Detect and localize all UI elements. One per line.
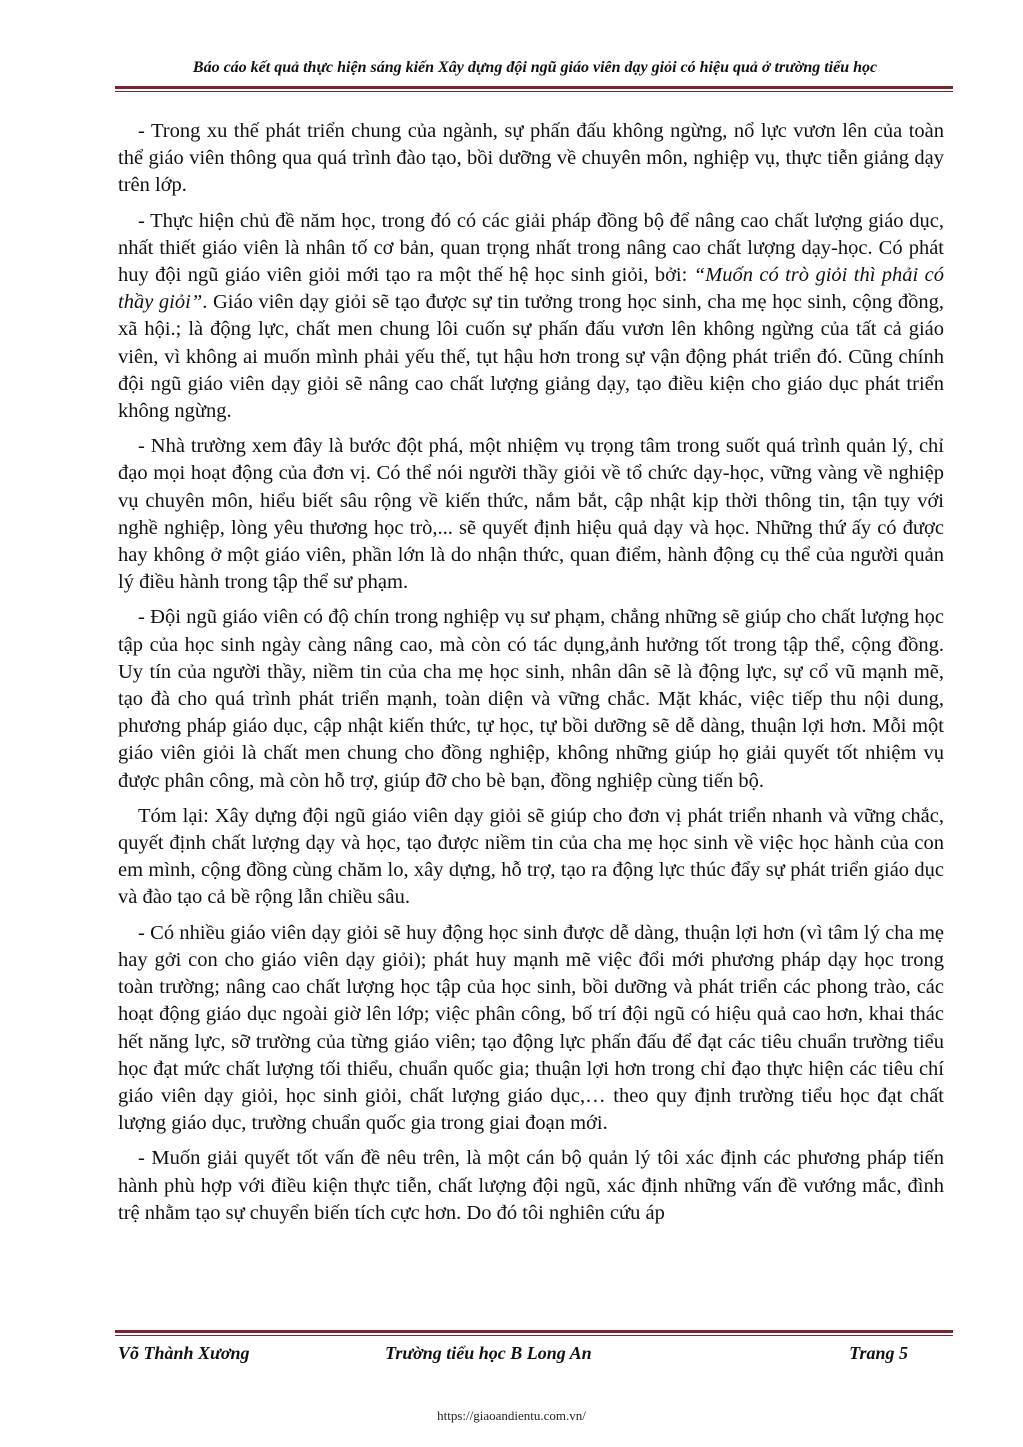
- paragraph-7: - Muốn giải quyết tốt vấn đề nêu trên, là một cán bộ quản lý tôi xác định các phương pháp tiến hành phù hợp với điều kiện thực tiễn, chất lượng đội ngũ, xác định những vấn đề vướng mắc, đình trệ nhằm tạo sự chuyển biến tích cực hơn. Do đó tôi nghiên cứu áp: [118, 1147, 944, 1224]
- document-body: [118, 118, 944, 1235]
- footer-author: Võ Thành Xương: [118, 1343, 250, 1363]
- paragraph-1: - Trong xu thế phát triển chung của ngành, sự phấn đấu không ngừng, nổ lực vươn lên của toàn thể giáo viên thông qua quá trình đào tạo, bồi dưỡng về chuyên môn, nghiệp vụ, thực tiễn giảng dạy trên lớp.: [118, 120, 944, 197]
- quote-text: “Muốn có trò giỏi thì phải có thầy giỏi”: [118, 264, 944, 314]
- paragraph-5: Tóm lại: Xây dựng đội ngũ giáo viên dạy giỏi sẽ giúp cho đơn vị phát triển nhanh và vững chắc, quyết định chất lượng dạy và học, tạo được niềm tin của cha mẹ học sinh về việc học hành của con em mình, cộng đồng cùng chăm lo, xây dựng, hỗ trợ, tạo ra động lực thúc đẩy sự phát triển giáo dục và đào tạo cả bề rộng lẫn chiều sâu.: [118, 804, 944, 909]
- paragraph-2-part-a: - Thực hiện chủ đề năm học, trong đó có các giải pháp đồng bộ để nâng cao chất lượng giáo dục, nhất thiết giáo viên là nhân tố cơ bản, quan trọng nhất trong nâng cao chất lượng dạy-học. Có phát huy đội ngũ giáo viên giỏi mới tạo ra một thế hệ học sinh giỏi, bởi:: [118, 209, 944, 287]
- page-footer: [118, 1343, 908, 1367]
- footer-school: Trường tiểu học B Long An: [385, 1343, 592, 1363]
- header-rule-thin: [115, 91, 953, 92]
- footer-page-number: Trang 5: [849, 1343, 908, 1363]
- footer-rule: [115, 1330, 953, 1336]
- paragraph-4: - Đội ngũ giáo viên có độ chín trong nghiệp vụ sư phạm, chẳng những sẽ giúp cho chất lượng học tập của học sinh ngày càng nâng cao, mà còn có tác dụng,ảnh hưởng tốt trong tập thể, cộng đồng. Uy tín của người thầy, niềm tin của cha mẹ học sinh, nhân dân sẽ là động lực, sự cổ vũ mạnh mẽ, tạo đà cho quá trình phát triển mạnh, toàn diện và vững chắc. Mặt khác, việc tiếp thu nội dung, phương pháp giáo dục, cập nhật kiến thức, tự học, tự bồi dưỡng sẽ dễ dàng, thuận lợi hơn. Mỗi một giáo viên giỏi là chất men chung cho đồng nghiệp, không những giúp họ giải quyết tốt nhiệm vụ được phân công, mà còn hỗ trợ, giúp đỡ cho bè bạn, đồng nghiệp cùng tiến bộ.: [118, 606, 944, 792]
- header-title: Báo cáo kết quả thực hiện sáng kiến Xây dựng đội ngũ giáo viên dạy giỏi có hiệu quả ở trường tiểu học: [192, 59, 878, 76]
- paragraph-2: [118, 208, 944, 426]
- paragraph-6: - Có nhiều giáo viên dạy giỏi sẽ huy động học sinh được dễ dàng, thuận lợi hơn (vì tâm lý cha mẹ hay gởi con cho giáo viên dạy giỏi); phát huy mạnh mẽ việc đổi mới phương pháp dạy học trong toàn trường; nâng cao chất lượng học tập của học sinh, bồi dưỡng và phát triển các phong trào, các hoạt động giáo dục ngoài giờ lên lớp; việc phân công, bố trí đội ngũ có hiệu quả cao hơn, khai thác hết năng lực, sỡ trường của từng giáo viên; tạo động lực phấn đấu để đạt các tiêu chuẩn trường tiểu học đạt mức chất lượng tối thiểu, chuẩn quốc gia; thuận lợi hơn trong chỉ đạo thực hiện các tiêu chí giáo viên dạy giỏi, học sinh giỏi, chất lượng giáo dục,… theo quy định trường tiểu học đạt chất lượng giáo dục, trường chuẩn quốc gia trong giai đoạn mới.: [118, 921, 944, 1135]
- paragraph-2-part-b: . Giáo viên dạy giỏi sẽ tạo được sự tin tưởng trong học sinh, cha mẹ học sinh, cộng đồng, xã hội.; là động lực, chất men chung lôi cuốn sự phấn đấu vươn lên không ngừng của tất cả giáo viên, vì không ai muốn mình phải yếu thế, tụt hậu hơn trong sự vận động phát triển đó. Cũng chính đội ngũ giáo viên dạy giỏi sẽ nâng cao chất lượng giảng dạy, tạo điều kiện cho giáo dục phát triển không ngừng.: [118, 291, 944, 423]
- source-url-link[interactable]: https://giaoandientu.com.vn/: [437, 1408, 586, 1423]
- footer-rule-thick: [115, 1330, 953, 1333]
- paragraph-3: - Nhà trường xem đây là bước đột phá, một nhiệm vụ trọng tâm trong suốt quá trình quản lý, chỉ đạo mọi hoạt động của đơn vị. Có thể nói người thầy giỏi về tổ chức dạy-học, vững vàng về nghiệp vụ chuyên môn, hiểu biết sâu rộng về kiến thức, nắm bắt, cập nhật kịp thời thông tin, tận tụy với nghề nghiệp, lòng yêu thương học trò,... sẽ quyết định hiệu quả dạy và học. Những thứ ấy có được hay không ở một giáo viên, phần lớn là do nhận thức, quan điểm, hành động cụ thể của người quản lý điều hành trong tập thể sư phạm.: [118, 435, 944, 594]
- footer-rule-thin: [115, 1335, 953, 1336]
- header-rule-thick: [115, 86, 953, 89]
- header-rule: [115, 86, 953, 92]
